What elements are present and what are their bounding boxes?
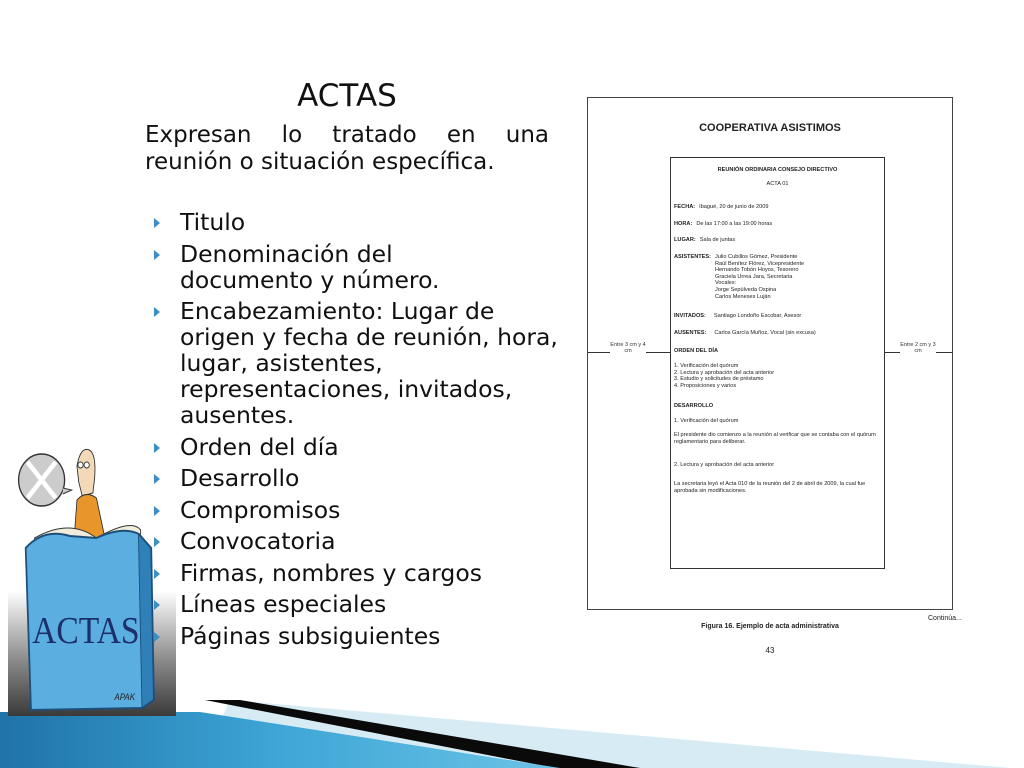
hora-value: De las 17:00 a las 19:00 horas <box>696 220 773 227</box>
bullet-item <box>150 434 570 460</box>
bullet-text: Firmas, nombres y cargos <box>180 558 482 587</box>
acta-number: ACTA 01 <box>766 180 789 187</box>
bullet-item <box>150 528 570 554</box>
lugar-label: LUGAR: <box>674 237 696 244</box>
ausentes-value: Carlos García Muñoz, Vocal (sin excusa) <box>714 329 816 336</box>
orden-item: 1. Verificación del quórum <box>674 362 739 369</box>
bullet-arrow-icon <box>154 218 160 228</box>
ausentes-label: AUSENTES: <box>674 329 707 336</box>
book-label: ACTAS <box>32 609 140 652</box>
orden-title: ORDEN DEL DÍA <box>674 348 719 355</box>
bullet-arrow-icon <box>154 250 160 260</box>
right-margin-label: Entre 2 cm y 3 cm <box>900 342 936 354</box>
asistente: Hernando Tobón Hoyos, Tesorero <box>715 267 799 274</box>
bullet-arrow-icon <box>154 569 160 579</box>
bullet-list <box>150 209 570 654</box>
asistente: Graciela Urrea Jara, Secretaria <box>715 273 793 280</box>
bullet-item <box>150 497 570 523</box>
continua-label: Continúa... <box>928 615 962 622</box>
bullet-text: Desarrollo <box>180 464 300 492</box>
bullet-arrow-icon <box>154 537 160 547</box>
artist-signature: APAK <box>114 691 136 703</box>
acta-example-figure <box>587 97 953 610</box>
bullet-arrow-icon <box>154 474 160 484</box>
bullet-arrow-icon <box>154 600 160 610</box>
bullet-text: Compromisos <box>180 495 341 524</box>
asistentes-list <box>715 254 804 300</box>
asistente: Vocales: <box>715 280 737 287</box>
desarrollo-item-2: 2. Lectura y aprobación del acta anterior <box>674 461 775 468</box>
bullet-item <box>150 623 570 649</box>
bullet-text: Líneas especiales <box>180 590 387 618</box>
bullet-item <box>150 241 440 293</box>
bullet-arrow-icon <box>154 632 160 642</box>
figure-header: COOPERATIVA ASISTIMOS <box>699 122 841 134</box>
subtitle-line-2: reunión o situación específica. <box>145 149 495 175</box>
bullet-item <box>150 209 570 235</box>
hora-label: HORA: <box>674 220 693 227</box>
desarrollo-text-2: La secretaria leyó el Acta 010 de la reunión del 2 de abril de 2009, la cual fue aprobada sin modificaciones. <box>674 481 866 494</box>
meeting-title: REUNIÓN ORDINARIA CONSEJO DIRECTIVO <box>717 167 838 173</box>
bullet-text: Convocatoria <box>180 527 336 555</box>
asistente: Raúl Benítez Flórez, Vicepresidente <box>715 260 805 267</box>
fecha-label: FECHA: <box>674 204 696 211</box>
page-number: 43 <box>765 646 775 655</box>
bullet-text: Titulo <box>180 208 246 236</box>
asistente: Carlos Meneses Luján <box>715 293 771 300</box>
bullet-item <box>150 591 570 617</box>
acta-page <box>670 157 885 569</box>
orden-item: 2. Lectura y aprobación del acta anterior <box>674 369 775 376</box>
bullet-arrow-icon <box>154 506 160 516</box>
invitados-value: Santiago Londoño Escobar, Asesor <box>713 313 802 320</box>
lugar-value: Sala de juntas <box>699 237 736 244</box>
bullet-arrow-icon <box>154 307 160 317</box>
asistentes-label: ASISTENTES: <box>674 253 711 260</box>
slide-title: ACTAS <box>297 78 397 114</box>
bullet-item <box>150 560 570 586</box>
orden-item: 4. Proposiciones y varios <box>674 382 737 389</box>
fecha-value: Ibagué, 20 de junio de 2009 <box>699 204 769 211</box>
bullet-text: Páginas subsiguientes <box>180 621 441 650</box>
desarrollo-text-1: El presidente dio comienzo a la reunión al verificar que se contaba con el quórum reglamentario para deliberar. <box>674 432 876 446</box>
invitados-label: INVITADOS: <box>674 313 706 320</box>
asistente: Jorge Sepúlveda Ospina <box>715 286 777 293</box>
left-margin-label: Entre 3 cm y 4 cm <box>610 342 646 354</box>
orden-item: 3. Estudio y solicitudes de préstamo <box>674 376 764 383</box>
bullet-text: Orden del día <box>180 432 339 461</box>
bullet-arrow-icon <box>154 443 160 453</box>
bullet-text: Denominación del documento y número. <box>180 239 440 294</box>
bullet-item <box>150 465 570 491</box>
asistente: Julio Cubillos Gómez, Presidente <box>715 253 798 260</box>
figure-caption: Figura 16. Ejemplo de acta administrativa <box>701 623 839 630</box>
bullet-item <box>150 298 560 428</box>
desarrollo-item-1: 1. Verificación del quórum <box>674 417 739 424</box>
bullet-text: Encabezamiento: Lugar de origen y fecha de reunión, hora, lugar, asistentes, representaciones, invitados, ausentes. <box>180 297 558 429</box>
subtitle-line-1: Expresan lo tratado en una <box>145 122 549 148</box>
desarrollo-title: DESARROLLO <box>674 403 714 410</box>
